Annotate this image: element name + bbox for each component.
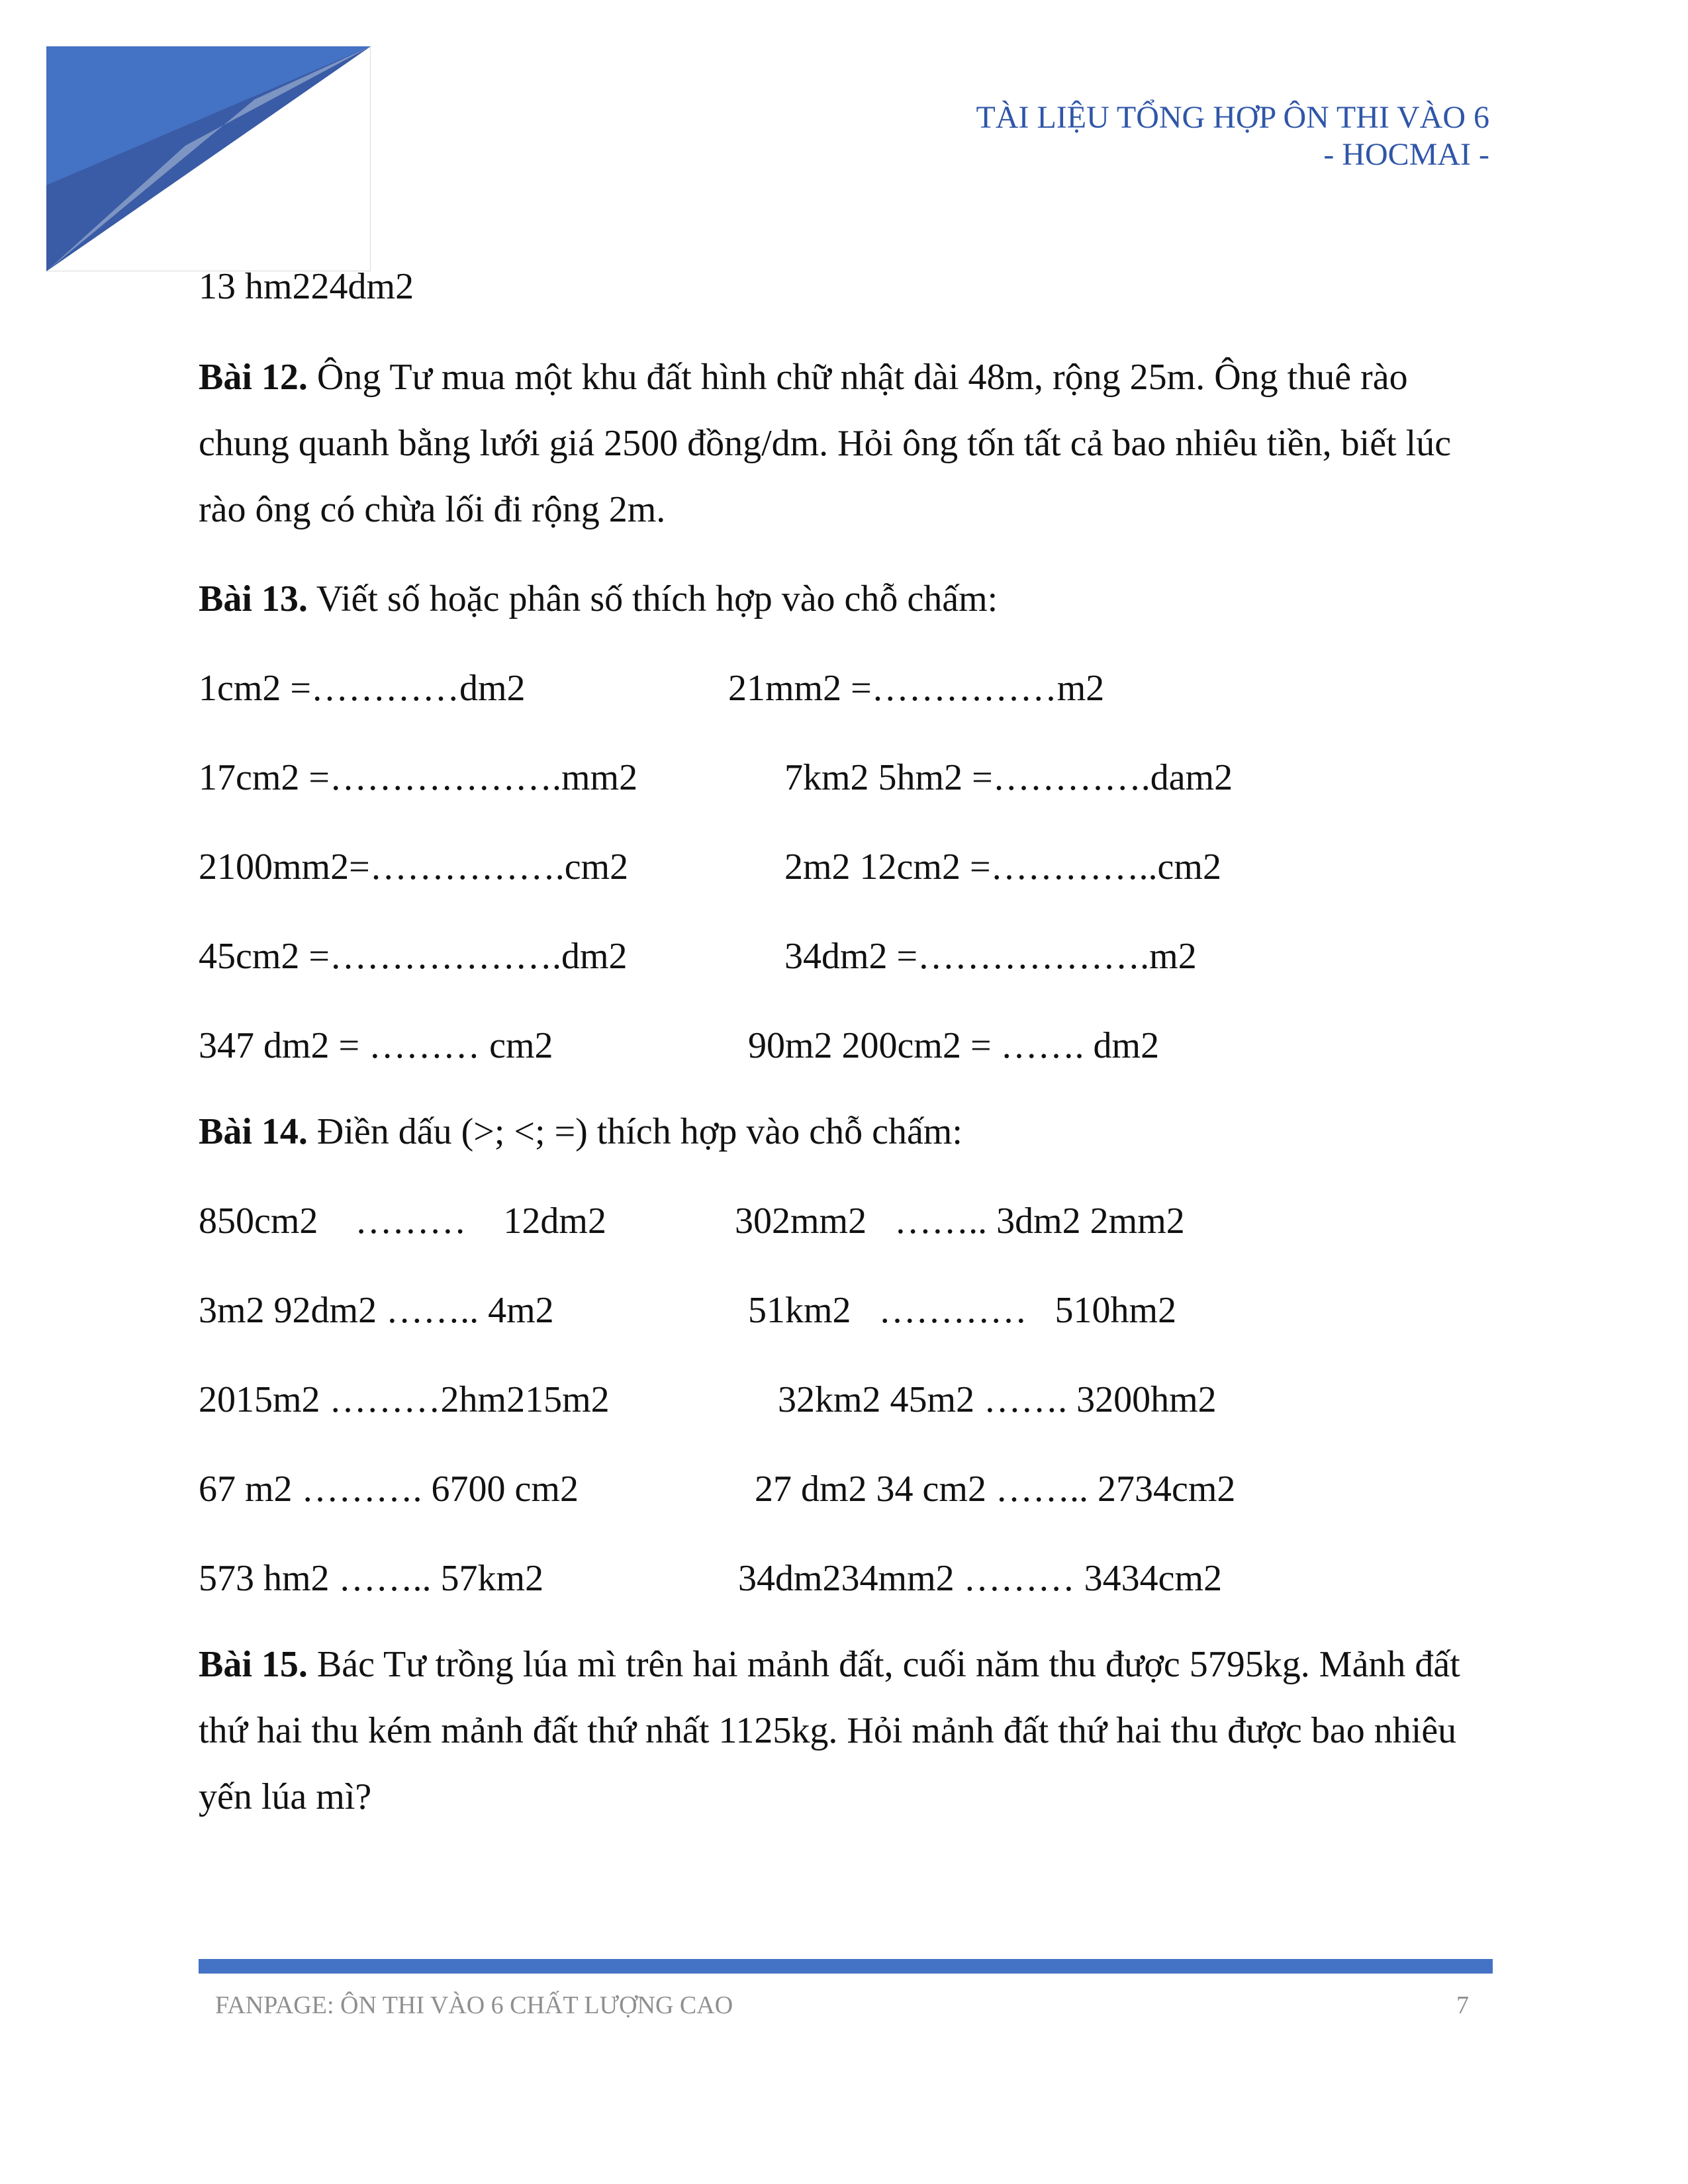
exercise-13-row-1-right: 21mm2 =……………m2 — [728, 668, 1105, 709]
exercise-13-heading — [199, 566, 1496, 632]
exercise-15-label: Bài 15. — [199, 1644, 308, 1685]
header-title: TÀI LIỆU TỔNG HỢP ÔN THI VÀO 6 — [976, 100, 1489, 135]
exercise-13-row-3-right: 2m2 12cm2 =…………..cm2 — [784, 846, 1221, 887]
exercise-12 — [199, 344, 1496, 543]
exercise-14-text: Điền dấu (>; <; =) thích hợp vào chỗ chấm: — [307, 1111, 962, 1152]
exercise-13-text: Viết số hoặc phân số thích hợp vào chỗ chấm: — [307, 578, 998, 619]
footer-rule — [199, 1959, 1493, 1974]
exercise-14-label: Bài 14. — [199, 1111, 308, 1152]
exercise-15 — [199, 1631, 1496, 1830]
exercise-13-label: Bài 13. — [199, 578, 308, 619]
page-number: 7 — [1456, 1991, 1469, 2019]
exercise-13-row-5-left: 347 dm2 = ……… cm2 — [199, 1025, 553, 1066]
exercise-13-row-4-right: 34dm2 =……………….m2 — [784, 936, 1197, 977]
header-subtitle: - HOCMAI - — [1323, 137, 1489, 172]
exercise-14-heading — [199, 1099, 1496, 1165]
footer-fanpage: FANPAGE: ÔN THI VÀO 6 CHẤT LƯỢNG CAO — [215, 1991, 733, 2019]
exercise-14-row-4-right: 27 dm2 34 cm2 …….. 2734cm2 — [755, 1469, 1236, 1510]
exercise-13-row-1-left: 1cm2 =…………dm2 — [199, 668, 526, 709]
exercise-14-row-5-right: 34dm234mm2 ……… 3434cm2 — [738, 1558, 1223, 1599]
exercise-14-row-3-left: 2015m2 ………2hm215m2 — [199, 1379, 610, 1420]
exercise-15-text: Bác Tư trồng lúa mì trên hai mảnh đất, cuối năm thu được 5795kg. Mảnh đất thứ hai thu kém mảnh đất thứ nhất 1125kg. Hỏi mảnh đất thứ hai thu được bao nhiêu yến lúa mì? — [199, 1644, 1460, 1817]
exercise-13-row-2-left: 17cm2 =……………….mm2 — [199, 757, 638, 798]
exercise-13-row-2-right: 7km2 5hm2 =………….dam2 — [784, 757, 1233, 798]
exercise-14-row-1-right: 302mm2 …….. 3dm2 2mm2 — [735, 1201, 1185, 1242]
document-header — [976, 99, 1490, 173]
answer-line: 13 hm224dm2 — [199, 266, 414, 307]
exercise-12-label: Bài 12. — [199, 357, 308, 398]
exercise-14-row-2-right: 51km2 ………… 510hm2 — [748, 1290, 1177, 1331]
header-corner-decoration — [46, 46, 371, 271]
exercise-14-row-3-right: 32km2 45m2 ……. 3200hm2 — [778, 1379, 1217, 1420]
exercise-13-row-4-left: 45cm2 =……………….dm2 — [199, 936, 628, 977]
exercise-12-text: Ông Tư mua một khu đất hình chữ nhật dài 48m, rộng 25m. Ông thuê rào chung quanh bằng lưới giá 2500 đồng/dm. Hỏi ông tốn tất cả bao nhiêu tiền, biết lúc rào ông có chừa lối đi rộng 2m. — [199, 357, 1452, 530]
exercise-13-row-5-right: 90m2 200cm2 = ……. dm2 — [748, 1025, 1160, 1066]
exercise-13-row-3-left: 2100mm2=…………….cm2 — [199, 846, 629, 887]
exercise-14-row-1-left: 850cm2 ……… 12dm2 — [199, 1201, 606, 1242]
exercise-14-row-4-left: 67 m2 ………. 6700 cm2 — [199, 1469, 579, 1510]
exercise-14-row-5-left: 573 hm2 …….. 57km2 — [199, 1558, 544, 1599]
exercise-14-row-2-left: 3m2 92dm2 …….. 4m2 — [199, 1290, 554, 1331]
